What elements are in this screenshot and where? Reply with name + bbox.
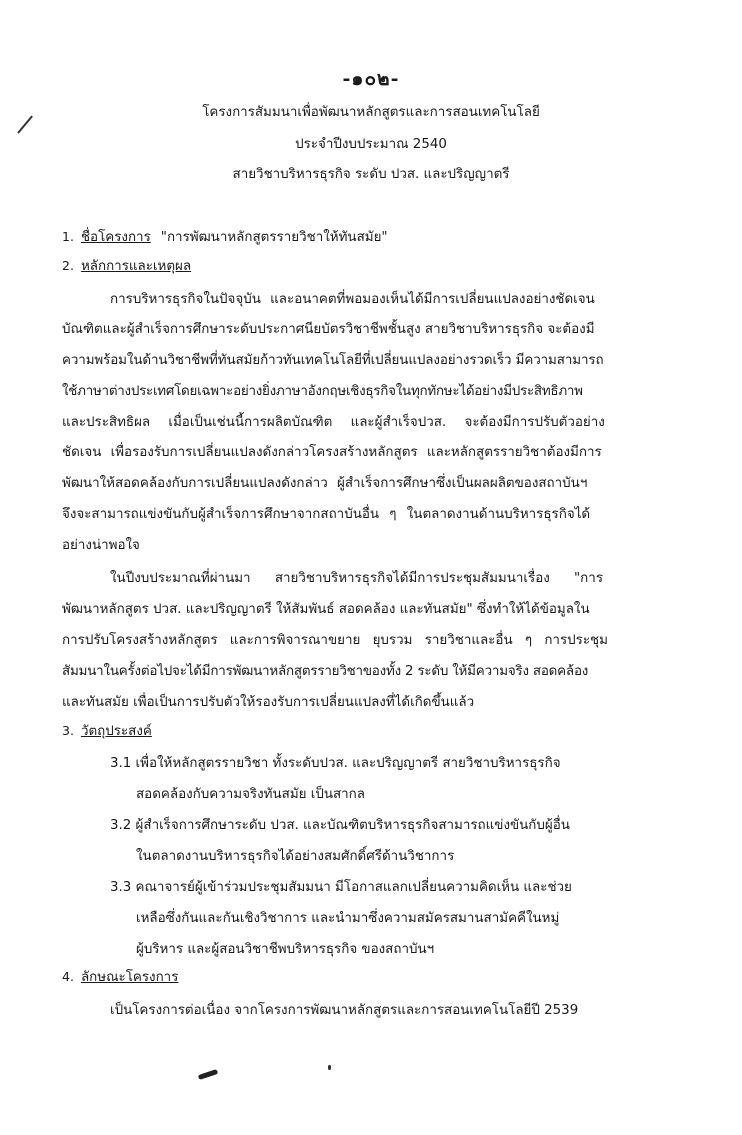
paragraph-line: ในปีงบประมาณที่ผ่านมา สายวิชาบริหารธุรกิจได้มีการประชุมสัมมนาเรื่อง "การ — [110, 571, 604, 586]
paragraph-line: สัมมนาในครั้งต่อไปจะได้มีการพัฒนาหลักสูตรรายวิชาของทั้ง 2 ระดับ ให้มีความจริง สอดคล้อง — [62, 664, 589, 679]
section-label: ลักษณะโครงการ — [80, 970, 179, 985]
paragraph-line: บัณฑิตและผู้สำเร็จการศึกษาระดับประกาศนียบัตรวิชาชีพชั้นสูง สายวิชาบริหารธุรกิจ จะต้องมี — [62, 322, 595, 337]
document-title-line-1: โครงการสัมมนาเพื่อพัฒนาหลักสูตรและการสอนเทคโนโลยี — [202, 105, 540, 120]
objective-item-3-continued: ผู้บริหาร และผู้สอนวิชาชีพบริหารธุรกิจ ของสถาบันฯ — [136, 942, 435, 957]
section-3-heading — [62, 720, 152, 741]
section-label: หลักการและเหตุผล — [80, 259, 192, 274]
paragraph-line: พัฒนาให้สอดคล้องกับการเปลี่ยนแปลงดังกล่าว ผู้สำเร็จการศึกษาซึ่งเป็นผลผลิตของสถาบันฯ — [62, 476, 588, 491]
objective-item-3: 3.3 คณาจารย์ผู้เข้าร่วมประชุมสัมมนา มีโอกาสแลกเปลี่ยนความคิดเห็น และช่วย — [110, 880, 572, 895]
paragraph-line: ใช้ภาษาต่างประเทศโดยเฉพาะอย่างยิ่งภาษาอังกฤษเชิงธุรกิจในทุกทักษะได้อย่างมีประสิทธิภาพ — [62, 384, 583, 399]
project-name: "การพัฒนาหลักสูตรรายวิชาให้ทันสมัย" — [160, 230, 388, 245]
paragraph-line: พัฒนาหลักสูตร ปวส. และปริญญาตรี ให้สัมพันธ์ สอดคล้อง และทันสมัย" ซึ่งทำให้ได้ข้อมูลใน — [62, 602, 590, 617]
paragraph-line: อย่างน่าพอใจ — [62, 538, 140, 553]
objective-item-1-continued: สอดคล้องกับความจริงทันสมัย เป็นสากล — [136, 787, 365, 802]
page-number: -๑๐๒- — [342, 68, 400, 90]
paragraph-line: ชัดเจน เพื่อรองรับการเปลี่ยนแปลงดังกล่าวโครงสร้างหลักสูตร และหลักสูตรรายวิชาต้องมีการ — [62, 445, 602, 460]
section-label: ชื่อโครงการ — [80, 230, 151, 245]
document-title-line-3: สายวิชาบริหารธุรกิจ ระดับ ปวส. และปริญญาตรี — [232, 167, 510, 182]
document-title-line-2: ประจำปีงบประมาณ 2540 — [295, 137, 447, 152]
paragraph-line: จึงจะสามารถแข่งขันกับผู้สำเร็จการศึกษาจากสถาบันอื่น ๆ ในตลาดงานด้านบริหารธุรกิจได้ — [62, 507, 591, 522]
section-number: 3. — [62, 723, 74, 738]
paragraph-line: และทันสมัย เพื่อเป็นการปรับตัวให้รองรับการเปลี่ยนแปลงที่ได้เกิดขึ้นแล้ว — [62, 695, 475, 710]
ink-dot — [328, 1065, 331, 1070]
paragraph-line: การบริหารธุรกิจในปัจจุบัน และอนาคตที่พอมองเห็นได้มีการเปลี่ยนแปลงอย่างชัดเจน — [110, 292, 595, 307]
section-label: วัตถุประสงค์ — [80, 724, 152, 739]
section-2-heading — [62, 255, 191, 276]
objective-item-2: 3.2 ผู้สำเร็จการศึกษาระดับ ปวส. และบัณฑิตบริหารธุรกิจสามารถแข่งขันกับผู้อื่น — [110, 818, 570, 833]
section-number: 1. — [62, 229, 74, 244]
objective-item-3-continued: เหลือซึ่งกันและกันเชิงวิชาการ และนำมาซึ่งความสมัครสมานสามัคคีในหมู่ — [136, 911, 560, 926]
section-number: 4. — [62, 969, 74, 984]
section-1-heading — [62, 226, 388, 247]
project-type-text: เป็นโครงการต่อเนื่อง จากโครงการพัฒนาหลักสูตรและการสอนเทคโนโลยีปี 2539 — [110, 1003, 579, 1018]
objective-item-1: 3.1 เพื่อให้หลักสูตรรายวิชา ทั้งระดับปวส. และปริญญาตรี สายวิชาบริหารธุรกิจ — [110, 756, 561, 771]
paragraph-line: การปรับโครงสร้างหลักสูตร และการพิจารณาขยาย ยุบรวม รายวิชาและอื่น ๆ การประชุม — [62, 633, 608, 648]
paragraph-line: และประสิทธิผล เมื่อเป็นเช่นนี้การผลิตบัณฑิต และผู้สำเร็จปวส. จะต้องมีการปรับตัวอย่าง — [62, 415, 605, 430]
paragraph-line: ความพร้อมในด้านวิชาชีพที่ทันสมัยก้าวทันเทคโนโลยีที่เปลี่ยนแปลงอย่างรวดเร็ว มีความสามารถ — [62, 353, 604, 368]
section-4-heading — [62, 966, 178, 987]
section-number: 2. — [62, 258, 74, 273]
ink-smudge — [198, 1069, 219, 1080]
objective-item-2-continued: ในตลาดงานบริหารธุรกิจได้อย่างสมศักดิ์ศรีด้านวิชาการ — [136, 849, 455, 864]
